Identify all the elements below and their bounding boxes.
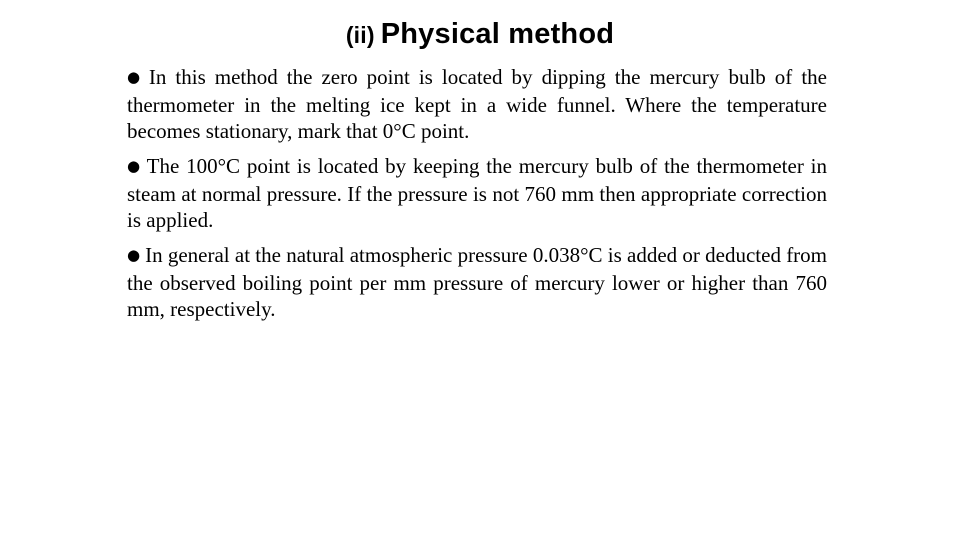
paragraph-2-text: The 100°C point is located by keeping the mercury bulb of the thermometer in steam at normal pressure. If the pressure is not 760 mm then appropriate correction is applied.	[127, 154, 827, 232]
bullet-icon: ●	[127, 68, 144, 86]
paragraph-1-text: In this method the zero point is located by dipping the mercury bulb of the thermometer in the melting ice kept in a wide funnel. Where the temperature becomes stationary, mark that 0°C point.	[127, 65, 827, 143]
paragraph-3-text: In general at the natural atmospheric pressure 0.038°C is added or deducted from the observed boiling point per mm pressure of mercury lower or higher than 760 mm, respectively.	[127, 243, 828, 321]
title-number: (ii)	[345, 22, 375, 48]
bullet-icon: ●	[127, 157, 142, 175]
paragraph-3	[127, 242, 827, 322]
paragraph-1	[127, 64, 827, 144]
title-text: Physical method	[380, 18, 615, 50]
slide-title	[0, 14, 960, 55]
bullet-icon: ●	[127, 246, 141, 264]
slide-body	[127, 64, 827, 331]
paragraph-2	[127, 153, 827, 233]
